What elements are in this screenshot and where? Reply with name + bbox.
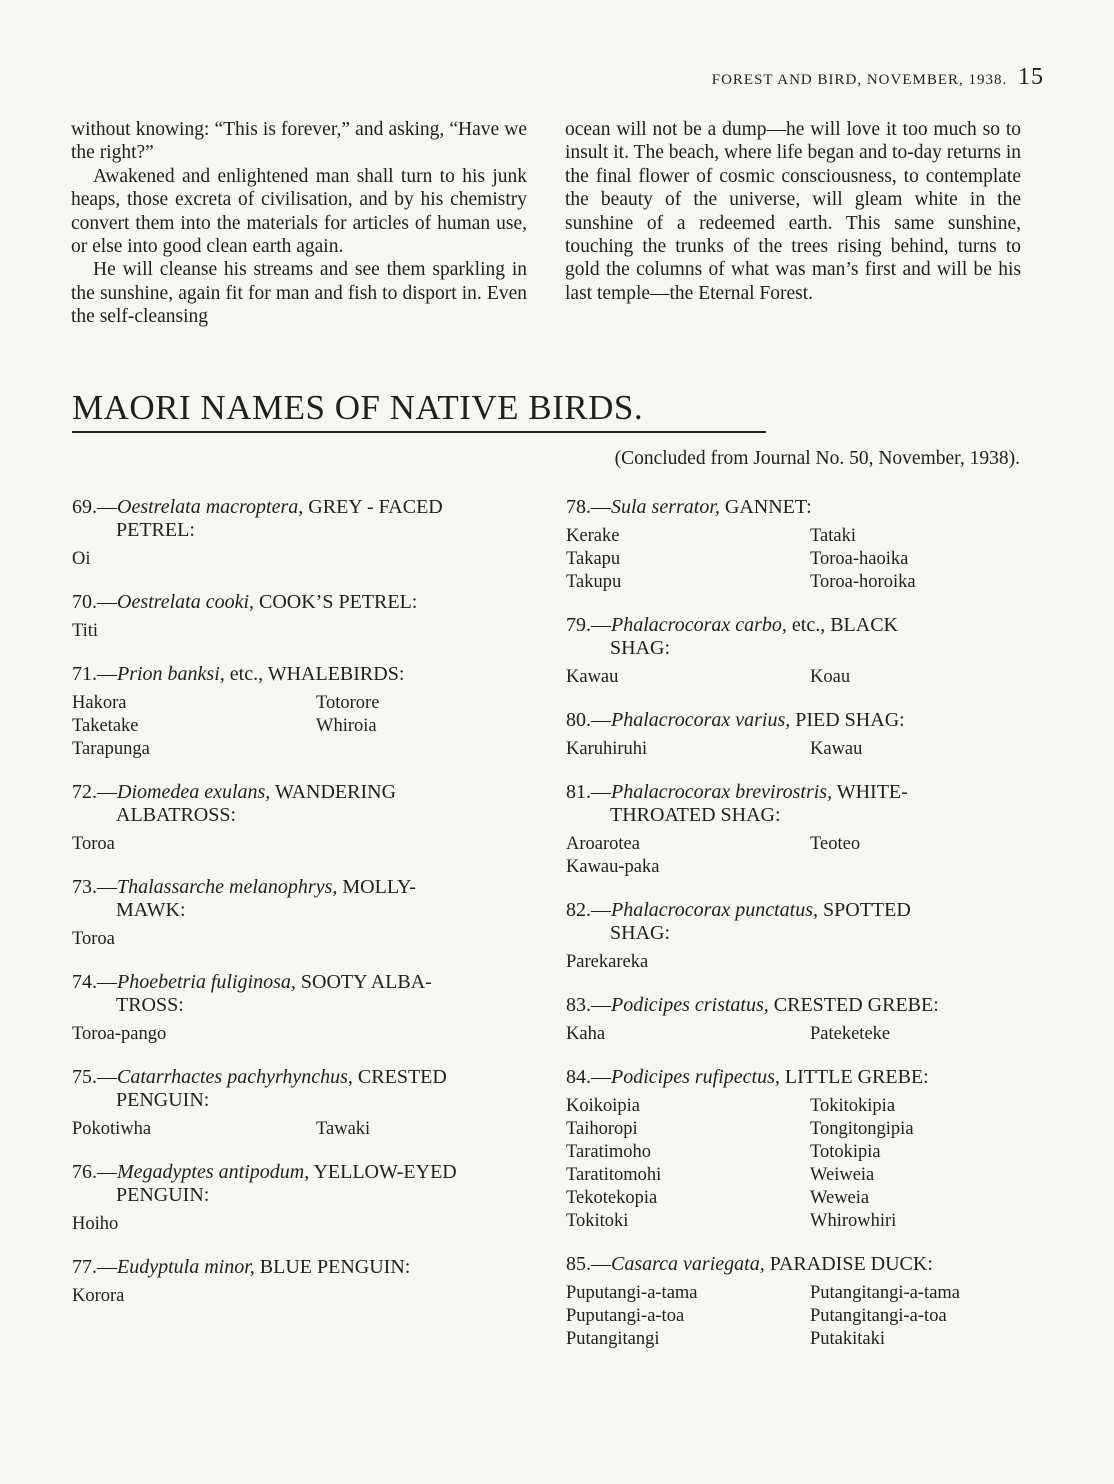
entry-heading [566, 1066, 1024, 1089]
maori-names [566, 833, 1024, 879]
maori-names [566, 666, 1024, 689]
entry-number: 82.— [566, 899, 611, 921]
maori-name: Putangitangi-a-tama [810, 1283, 961, 1303]
common-name-continued: THROATED SHAG: [610, 804, 781, 826]
maori-name: Whirowhiri [810, 1211, 897, 1231]
bird-list-right [566, 496, 1024, 1371]
maori-names [72, 928, 530, 951]
bird-entry [566, 1253, 1024, 1351]
maori-name: Toroa-pango [72, 1024, 167, 1044]
maori-name: Teoteo [810, 834, 861, 854]
entry-heading [72, 496, 530, 542]
scientific-name: Diomedea exulans, [117, 781, 271, 803]
entry-heading [566, 781, 1024, 827]
maori-name: Taratitomohi [566, 1165, 662, 1185]
bird-entry [566, 496, 1024, 594]
prose-paragraph: ocean will not be a dump—he will love it too much so to insult it. The beach, where life began and to-day returns in the final flower of cosmic consciousness, to contemplate the beauty of the universe, will gleam white in the sunshine of a redeemed earth. This same sunshine, touching the trunks of the trees rising behind, turns to gold the columns of what was man’s first and will be his last temple—the Eternal Forest. [565, 119, 1021, 304]
maori-name: Kawau [566, 667, 619, 687]
maori-name: Tataki [810, 526, 856, 546]
entry-heading [72, 1161, 530, 1207]
scientific-name: Eudyptula minor, [117, 1256, 255, 1278]
entry-heading [566, 1253, 1024, 1276]
scientific-name: Oestrelata cooki, [117, 591, 255, 613]
maori-name: Taratimoho [566, 1142, 652, 1162]
common-name: YELLOW-EYED [313, 1161, 457, 1183]
entry-number: 70.— [72, 591, 117, 613]
common-name: PIED SHAG: [795, 709, 905, 731]
maori-names [566, 738, 1024, 761]
maori-names [566, 1023, 1024, 1046]
maori-name: Tawaki [316, 1119, 371, 1139]
bird-list-left [72, 496, 530, 1328]
entry-number: 79.— [566, 614, 611, 636]
maori-name: Tongitongipia [810, 1119, 914, 1139]
scientific-name: Podicipes rufipectus, [611, 1066, 780, 1088]
prose-paragraph: without knowing: “This is forever,” and asking, “Have we the right?” [71, 119, 527, 164]
entry-number: 69.— [72, 496, 117, 518]
scientific-name: Catarrhactes pachyrhynchus, [117, 1066, 353, 1088]
scientific-name: Phalacrocorax varius, [611, 709, 791, 731]
entry-number: 73.— [72, 876, 117, 898]
maori-name: Toroa-horoika [810, 572, 916, 592]
entry-heading [72, 1256, 530, 1279]
common-name: MOLLY- [342, 876, 416, 898]
maori-name: Tokitokipia [810, 1096, 896, 1116]
maori-name: Taketake [72, 716, 139, 736]
common-name: GANNET: [724, 496, 812, 518]
entry-heading [566, 709, 1024, 732]
maori-names [566, 525, 1024, 594]
maori-name: Koau [810, 667, 851, 687]
article-title: MAORI NAMES OF NATIVE BIRDS. [72, 388, 766, 433]
common-name-continued: ALBATROSS: [116, 804, 237, 826]
bird-entry [566, 709, 1024, 761]
bird-entry [566, 899, 1024, 974]
running-title: FOREST AND BIRD, NOVEMBER, 1938. [711, 72, 1008, 88]
common-name: CRESTED GREBE: [773, 994, 939, 1016]
maori-name: Kerake [566, 526, 620, 546]
maori-name: Totokipia [810, 1142, 881, 1162]
entry-heading [566, 614, 1024, 660]
maori-name: Pateketeke [810, 1024, 891, 1044]
common-name-continued: PENGUIN: [116, 1184, 210, 1206]
maori-name: Toroa [72, 929, 115, 949]
maori-name: Kaha [566, 1024, 606, 1044]
prose-paragraph: Awakened and enlightened man shall turn to his junk heaps, those excreta of civilisation, and by his chemistry convert them into the materials for articles of human use, or else into good clean earth again. [71, 165, 527, 258]
entry-number: 78.— [566, 496, 611, 518]
entry-number: 85.— [566, 1253, 611, 1275]
maori-name: Takupu [566, 572, 622, 592]
scientific-name: Phalacrocorax carbo, [611, 614, 787, 636]
maori-name: Totorore [316, 693, 380, 713]
maori-name: Pokotiwha [72, 1119, 152, 1139]
maori-name: Toroa-haoika [810, 549, 909, 569]
entry-number: 72.— [72, 781, 117, 803]
maori-name: Taihoropi [566, 1119, 638, 1139]
entry-number: 84.— [566, 1066, 611, 1088]
scientific-name: Megadyptes antipodum, [117, 1161, 310, 1183]
entry-number: 80.— [566, 709, 611, 731]
bird-entry [566, 994, 1024, 1046]
entry-number: 83.— [566, 994, 611, 1016]
entry-heading [72, 663, 530, 686]
entry-number: 75.— [72, 1066, 117, 1088]
maori-names [72, 620, 530, 643]
maori-names [566, 1282, 1024, 1351]
maori-name: Whiroia [316, 716, 377, 736]
entry-heading [566, 994, 1024, 1017]
maori-names [72, 833, 530, 856]
maori-name: Tekotekopia [566, 1188, 658, 1208]
common-name: WHITE- [836, 781, 908, 803]
common-name: etc., WHALEBIRDS: [229, 663, 405, 685]
prose-column-left [71, 118, 527, 329]
entry-number: 76.— [72, 1161, 117, 1183]
maori-name: Hoiho [72, 1214, 119, 1234]
maori-names [566, 951, 1024, 974]
article-subtitle: (Concluded from Journal No. 50, November, 1938). [614, 448, 1020, 469]
common-name: WANDERING [274, 781, 397, 803]
maori-name: Oi [72, 549, 91, 569]
maori-name: Karuhiruhi [566, 739, 648, 759]
entry-number: 81.— [566, 781, 611, 803]
scientific-name: Oestrelata macroptera, [117, 496, 304, 518]
common-name: SPOTTED [823, 899, 911, 921]
maori-name: Tokitoki [566, 1211, 629, 1231]
scientific-name: Phalacrocorax punctatus, [611, 899, 819, 921]
scientific-name: Podicipes cristatus, [611, 994, 769, 1016]
bird-entry [72, 781, 530, 856]
common-name-continued: PETREL: [116, 519, 195, 541]
bird-entry [72, 1066, 530, 1141]
maori-name: Kawau-paka [566, 857, 660, 877]
scientific-name: Sula serrator, [611, 496, 720, 518]
maori-name: Puputangi-a-tama [566, 1283, 698, 1303]
bird-entry [72, 496, 530, 571]
maori-name: Weiweia [810, 1165, 875, 1185]
entry-heading [72, 876, 530, 922]
common-name: PARADISE DUCK: [769, 1253, 933, 1275]
common-name: BLUE PENGUIN: [259, 1256, 411, 1278]
entry-heading [72, 971, 530, 1017]
bird-entry [72, 1256, 530, 1308]
maori-name: Korora [72, 1286, 125, 1306]
common-name: LITTLE GREBE: [784, 1066, 929, 1088]
common-name: SOOTY ALBA- [300, 971, 432, 993]
maori-names [72, 1118, 530, 1141]
maori-names [72, 548, 530, 571]
running-header [712, 64, 1044, 91]
entry-heading [566, 496, 1024, 519]
scientific-name: Thalassarche melanophrys, [117, 876, 338, 898]
entry-heading [72, 591, 530, 614]
entry-number: 74.— [72, 971, 117, 993]
scientific-name: Prion banksi, [117, 663, 225, 685]
bird-entry [72, 591, 530, 643]
common-name-continued: SHAG: [610, 922, 671, 944]
bird-entry [72, 1161, 530, 1236]
scientific-name: Phoebetria fuliginosa, [117, 971, 296, 993]
common-name-continued: PENGUIN: [116, 1089, 210, 1111]
bird-entry [566, 781, 1024, 879]
maori-name: Hakora [72, 693, 127, 713]
page-number: 15 [1018, 64, 1044, 90]
maori-name: Takapu [566, 549, 621, 569]
maori-name: Aroarotea [566, 834, 640, 854]
maori-name: Titi [72, 621, 99, 641]
common-name-continued: MAWK: [116, 899, 186, 921]
common-name: etc., BLACK [791, 614, 898, 636]
maori-names [566, 1095, 1024, 1233]
prose-column-right [565, 118, 1021, 305]
maori-names [72, 1285, 530, 1308]
maori-name: Tarapunga [72, 739, 150, 759]
entry-heading [566, 899, 1024, 945]
bird-entry [72, 971, 530, 1046]
maori-name: Puputangi-a-toa [566, 1306, 685, 1326]
bird-entry [566, 1066, 1024, 1233]
common-name-continued: TROSS: [116, 994, 184, 1016]
scientific-name: Phalacrocorax brevirostris, [611, 781, 833, 803]
maori-name: Koikoipia [566, 1096, 640, 1116]
maori-name: Kawau [810, 739, 863, 759]
common-name: GREY - FACED [308, 496, 443, 518]
entry-heading [72, 1066, 530, 1112]
maori-name: Putangitangi-a-toa [810, 1306, 947, 1326]
common-name-continued: SHAG: [610, 637, 671, 659]
scientific-name: Casarca variegata, [611, 1253, 765, 1275]
maori-name: Putangitangi [566, 1329, 660, 1349]
maori-names [72, 692, 530, 761]
maori-names [72, 1023, 530, 1046]
bird-entry [566, 614, 1024, 689]
entry-heading [72, 781, 530, 827]
prose-paragraph: He will cleanse his streams and see them sparkling in the sunshine, again fit for man and fish to disport in. Even the self-cleansing [71, 259, 527, 328]
maori-name: Putakitaki [810, 1329, 886, 1349]
maori-name: Weweia [810, 1188, 870, 1208]
bird-entry [72, 663, 530, 761]
maori-names [72, 1213, 530, 1236]
common-name: CRESTED [357, 1066, 447, 1088]
maori-name: Toroa [72, 834, 115, 854]
bird-entry [72, 876, 530, 951]
maori-name: Parekareka [566, 952, 649, 972]
common-name: COOK’S PETREL: [259, 591, 418, 613]
entry-number: 71.— [72, 663, 117, 685]
entry-number: 77.— [72, 1256, 117, 1278]
